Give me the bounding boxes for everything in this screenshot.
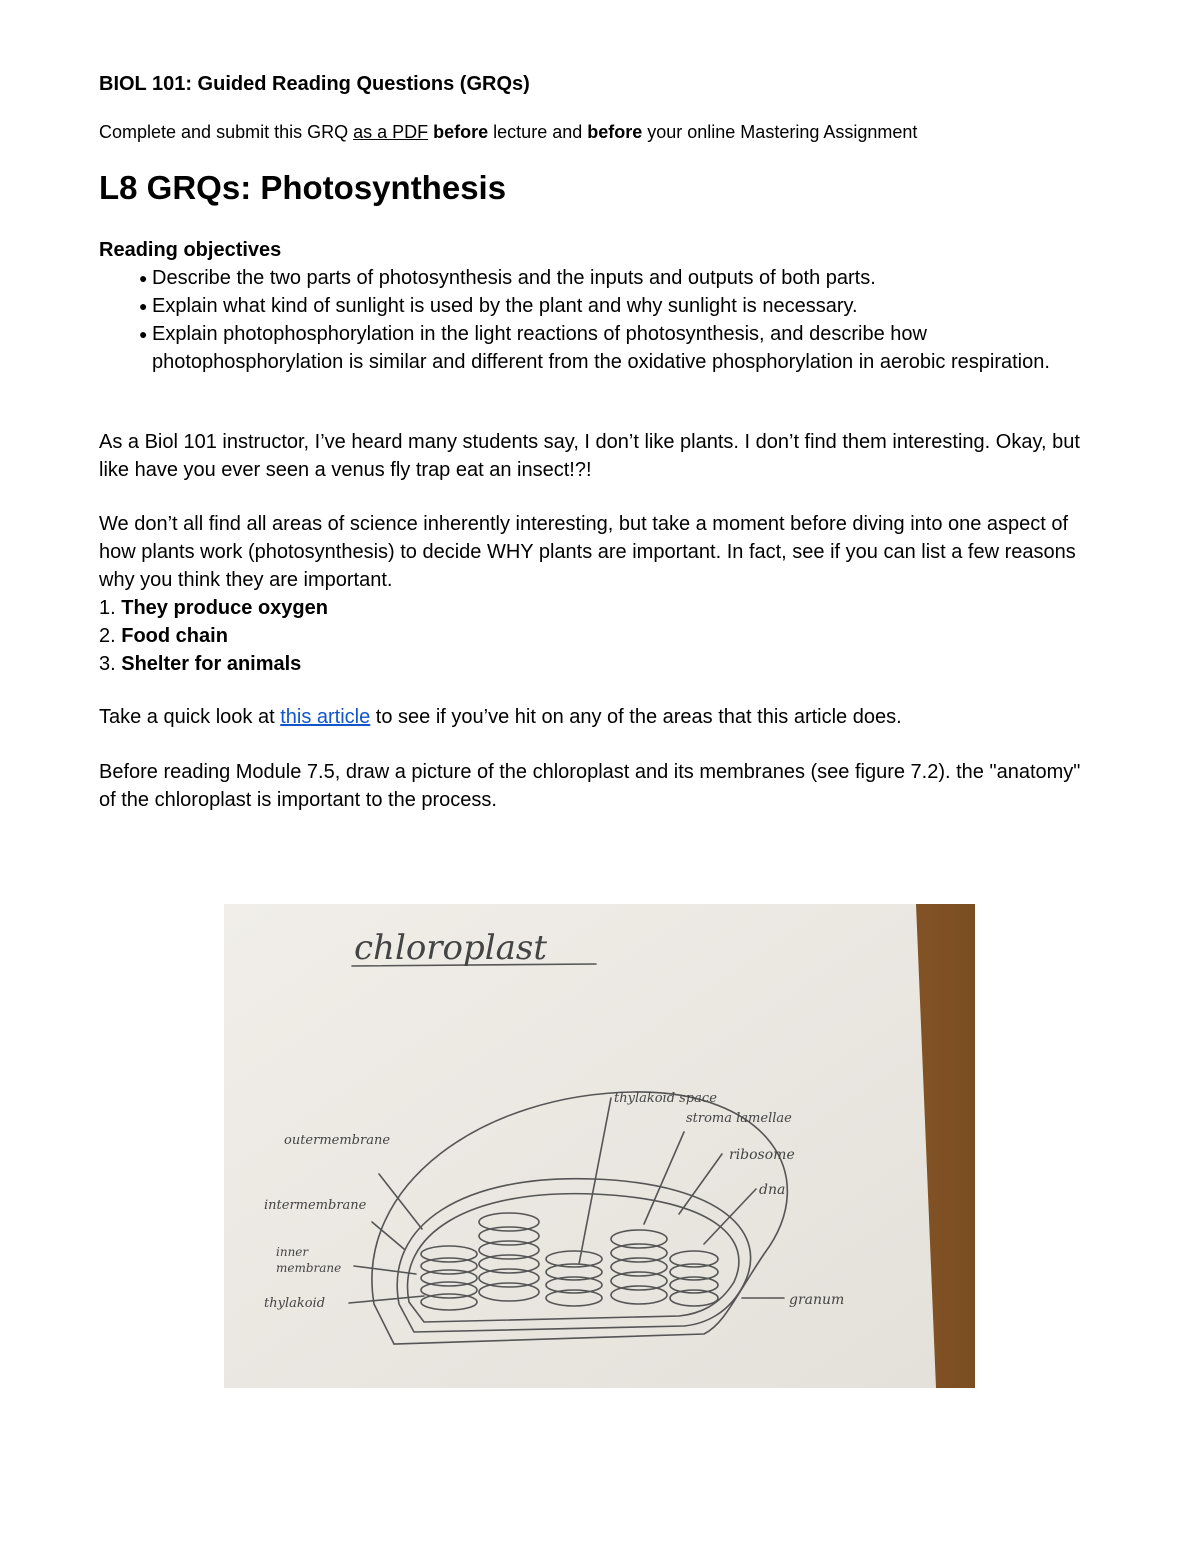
answer-number: 3. [99, 653, 122, 675]
bullet-icon: ● [139, 326, 148, 342]
objectives-heading: Reading objectives [99, 239, 282, 261]
answer-number: 2. [99, 625, 122, 647]
intro-paragraph: As a Biol 101 instructor, I’ve heard many students say, I don’t like plants. I don’t find them interesting. Okay, but like have you ever seen a venus fly trap eat an insect!?! [99, 431, 1080, 481]
chloroplast-drawing-photo [224, 904, 975, 1388]
objective-item [99, 264, 1099, 292]
answer-list [99, 594, 328, 678]
drawing-prompt: Before reading Module 7.5, draw a picture of the chloroplast and its membranes (see figure 7.2). the "anatomy" of the chloroplast is important to the process. [99, 761, 1081, 811]
label-outermembrane: outermembrane [284, 1133, 391, 1148]
objective-text: Describe the two parts of photosynthesis and the inputs and outputs of both parts. [152, 267, 876, 289]
page-title: L8 GRQs: Photosynthesis [99, 169, 507, 206]
article-text-after: to see if you’ve hit on any of the areas that this article does. [370, 706, 902, 728]
bullet-icon: ● [139, 298, 148, 314]
article-paragraph [99, 703, 1099, 731]
instructions-text: Complete and submit this GRQ [99, 122, 354, 142]
answer-text: Shelter for animals [121, 653, 302, 675]
answer-item [99, 650, 328, 678]
label-inner: inner [276, 1245, 309, 1259]
answer-text: They produce oxygen [121, 597, 328, 619]
prompt-paragraph: We don’t all find all areas of science inherently interesting, but take a moment before diving into one aspect of how plants work (photosynthesis) to decide WHY plants are important. In fact, see if you can list a few reasons why you think they are important. [99, 513, 1076, 591]
label-dna: dna [759, 1182, 786, 1198]
instructions-text-2: lecture and [488, 122, 588, 142]
answer-item [99, 594, 328, 622]
answer-number: 1. [99, 597, 122, 619]
article-text-before: Take a quick look at [99, 706, 281, 728]
drawing-title: chloroplast [354, 928, 548, 968]
label-membrane: membrane [276, 1261, 342, 1275]
article-link[interactable]: this article [280, 706, 371, 728]
pdf-underline-text: as a PDF [353, 122, 429, 142]
objective-text: Explain photophosphorylation in the light reactions of photosynthesis, and describe how photophosphorylation is similar and different from the oxidative phosphorylation in aerobic respiration. [152, 323, 1050, 373]
objective-item [99, 292, 1099, 320]
label-thylakoid: thylakoid [264, 1296, 326, 1311]
course-title: BIOL 101: Guided Reading Questions (GRQs) [99, 73, 530, 95]
before-bold-1: before [433, 122, 489, 142]
submission-instructions [99, 120, 917, 144]
label-stroma-lamellae: stroma lamellae [686, 1111, 792, 1126]
label-ribosome: ribosome [729, 1147, 795, 1163]
instructions-text-3: your online Mastering Assignment [642, 122, 918, 142]
objectives-list [99, 264, 1099, 376]
bullet-icon: ● [139, 270, 148, 286]
answer-text: Food chain [121, 625, 228, 647]
label-thylakoid-space: thylakoid space [614, 1091, 717, 1106]
answer-item [99, 622, 328, 650]
objective-item [99, 320, 1099, 376]
before-bold-2: before [587, 122, 643, 142]
objective-text: Explain what kind of sunlight is used by the plant and why sunlight is necessary. [152, 295, 858, 317]
label-intermembrane: intermembrane [264, 1198, 367, 1213]
label-granum: granum [789, 1292, 845, 1308]
